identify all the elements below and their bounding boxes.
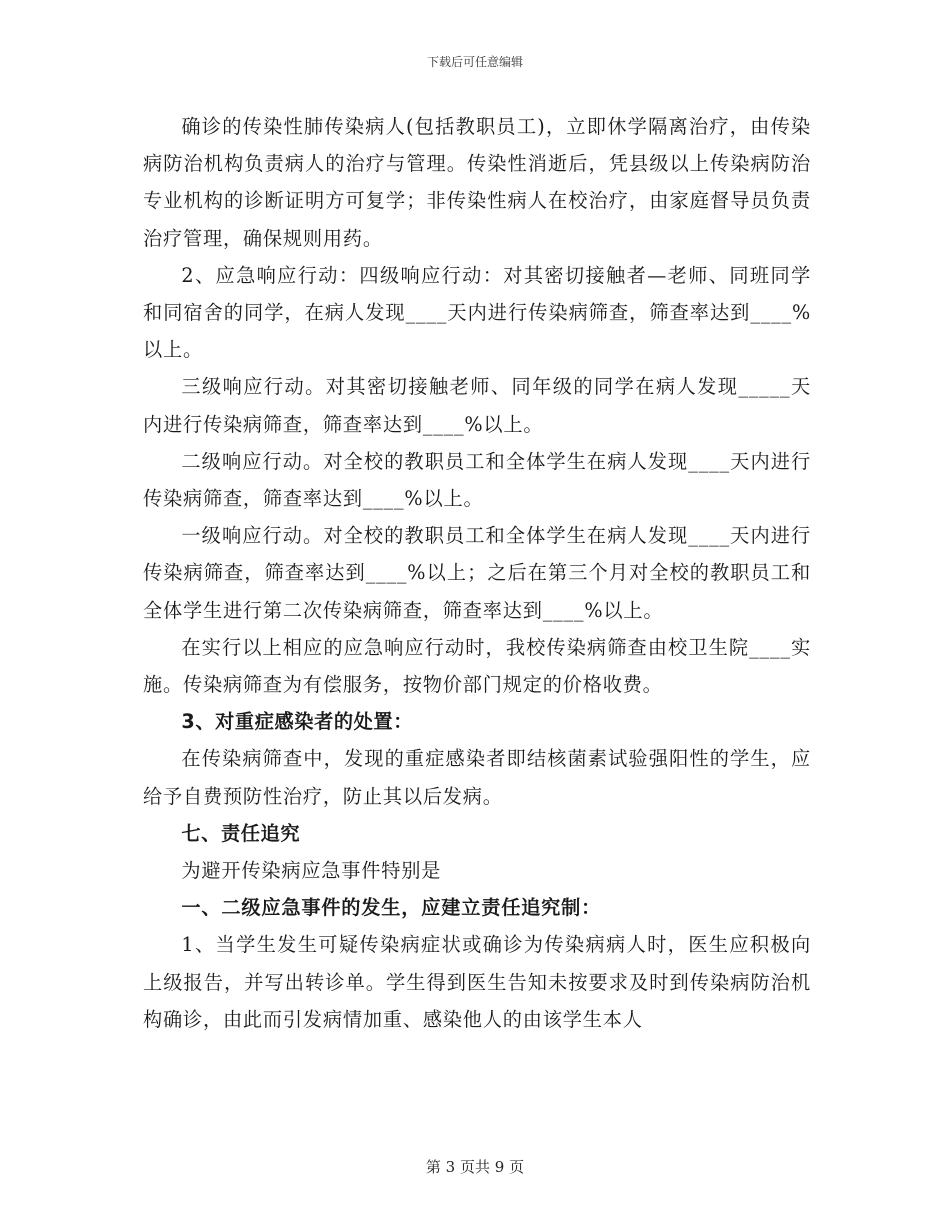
paragraph-student-referral: 1、当学生发生可疑传染病症状或确诊为传染病病人时，医生应积极向上级报告，并写出转诊单。学生得到医生告知未按要求及时到传染病防治机构确诊，由此而引发病情加重、感染他人的由该学生本人: [143, 933, 811, 1031]
paragraph-level-one-response: 一级响应行动。对全校的教职员工和全体学生在病人发现____天内进行传染病筛查，筛查率达到____%以上；之后在第三个月对全校的教职员工和全体学生进行第二次传染病筛查，筛查率达到____%以上。: [143, 524, 811, 622]
paragraph-level-three-response: 三级响应行动。对其密切接触老师、同年级的同学在病人发现_____天内进行传染病筛查，筛查率达到____%以上。: [143, 375, 811, 436]
section-title-accountability: 七、责任追究: [181, 821, 301, 845]
heading-accountability-system: 一、二级应急事件的发生，应建立责任追究制：: [181, 896, 602, 920]
document-body: [143, 108, 811, 1038]
page-footer: 第 3 页共 9 页: [425, 1158, 525, 1176]
heading-severe-infection: 3、对重症感染者的处置：: [181, 710, 414, 734]
paragraph-diagnosed-patients: 确诊的传染性肺传染病人(包括教职员工)，立即休学隔离治疗，由传染病防治机构负责病人的治疗与管理。传染性消逝后，凭县级以上传染病防治专业机构的诊断证明方可复学；非传染性病人在校治疗，由家庭督导员负责治疗管理，确保规则用药。: [143, 115, 811, 250]
paragraph-level-four-response: 2、应急响应行动：四级响应行动：对其密切接触者—老师、同班同学和同宿舍的同学，在病人发现____天内进行传染病筛查，筛查率达到____%以上。: [143, 263, 811, 362]
paragraph-severe-infection-handling: 在传染病筛查中，发现的重症感染者即结核菌素试验强阳性的学生，应给予自费预防性治疗，防止其以后发病。: [143, 747, 811, 808]
paragraph-avoid-emergency: 为避开传染病应急事件特别是: [181, 859, 442, 883]
paragraph-screening-implementation: 在实行以上相应的应急响应行动时，我校传染病筛查由校卫生院____实施。传染病筛查为有偿服务，按物价部门规定的价格收费。: [143, 635, 811, 697]
page-header: 下载后可任意编辑: [426, 55, 523, 69]
paragraph-level-two-response: 二级响应行动。对全校的教职员工和全体学生在病人发现____天内进行传染病筛查，筛查率达到____%以上。: [143, 449, 811, 511]
